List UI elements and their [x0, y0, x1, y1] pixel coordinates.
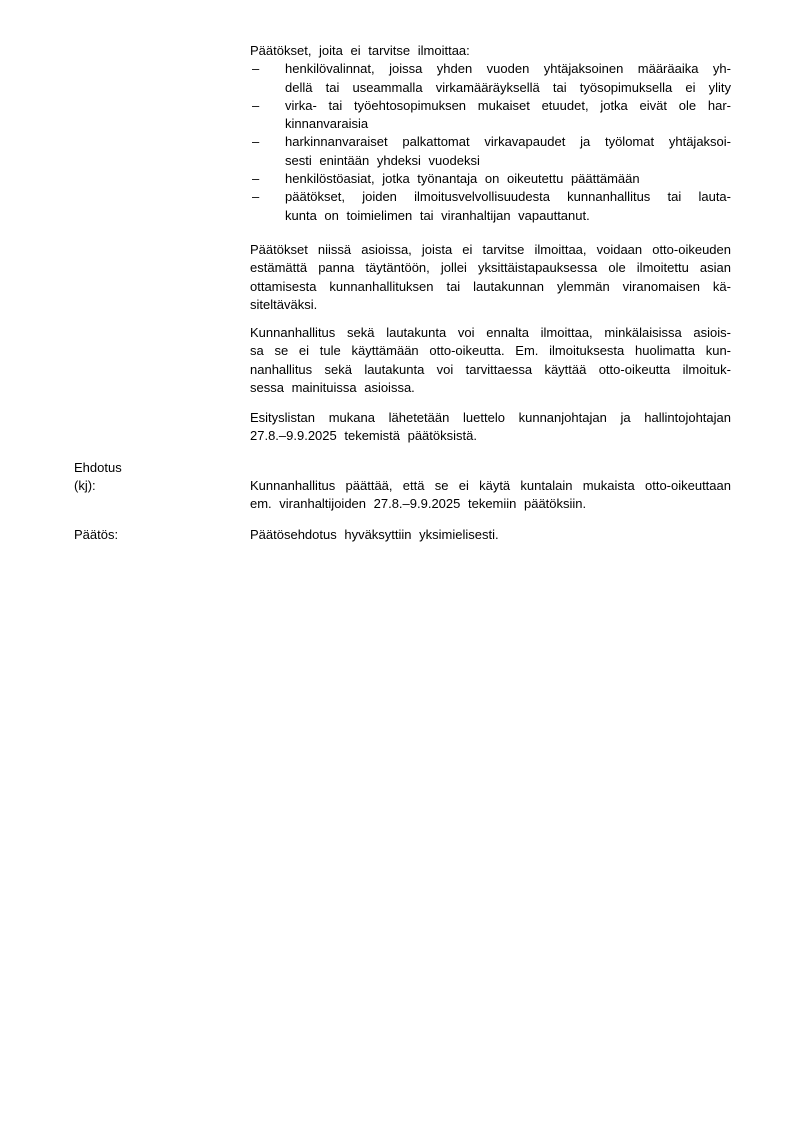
bullet-text — [285, 133, 731, 170]
text-line: Esityslistan mukana lähetetään luettelo kunnanjohtajan ja hallintojohtajan — [250, 410, 731, 425]
text-line: dellä tai useammalla virkamääräyksellä tai työsopimuksella ei ylity — [285, 79, 731, 95]
bullet-item — [250, 97, 731, 134]
text-line: harkinnanvaraiset palkattomat virkavapaudet ja työlomat yhtäjaksoi- — [285, 134, 731, 150]
text-line: Kunnanhallitus sekä lautakunta voi ennalta ilmoittaa, minkälaisissa asiois- — [250, 325, 731, 340]
decision-text-line: Päätösehdotus hyväksyttiin yksimielisesti. — [250, 527, 499, 542]
text-line: 27.8.–9.9.2025 tekemistä päätöksistä. — [250, 428, 477, 444]
bullet-dash-icon: – — [252, 134, 260, 150]
text-line: estämättä panna täytäntöön, jollei yksittäistapauksessa ole ilmoitettu asian — [250, 260, 731, 276]
proposal-label-line2: (kj): — [74, 478, 96, 494]
bullet-dash-icon: – — [252, 61, 260, 77]
text-line: sa se ei tule käyttämään otto-oikeutta. Em. ilmoituksesta huolimatta kun- — [250, 343, 731, 359]
text-line: virka- tai työehtosopimuksen mukaiset etuudet, jotka eivät ole har- — [285, 97, 731, 113]
proposal-label — [74, 459, 239, 496]
text-line: kunta on toimielimen tai viranhaltijan vapauttanut. — [285, 207, 590, 223]
proposal-text — [250, 477, 731, 514]
text-line: henkilöstöasiat, jotka työnantaja on oikeutettu päättämään — [285, 171, 640, 187]
paragraph-ennalta-ilmoittaminen — [250, 324, 731, 397]
bullet-dash-icon: – — [252, 97, 260, 113]
bullet-text — [285, 60, 731, 97]
paragraph-esityslista-luettelo — [250, 409, 731, 446]
decision-label-text: Päätös: — [74, 527, 119, 542]
text-line: päätökset, joiden ilmoitusvelvollisuudesta kunnanhallitus tai lauta- — [285, 189, 731, 205]
text-line: kinnanvaraisia — [285, 116, 369, 132]
bullet-item — [250, 170, 731, 188]
text-line: sessa mainituissa asioissa. — [250, 379, 415, 395]
bullet-text — [285, 188, 731, 225]
bullet-dash-icon: – — [252, 171, 260, 187]
text-line: Päätökset niissä asioissa, joista ei tarvitse ilmoittaa, voidaan otto-oikeuden — [250, 242, 731, 257]
proposal-label-line1: Ehdotus — [74, 460, 122, 475]
bullet-item — [250, 188, 731, 225]
decision-text — [250, 526, 731, 544]
bullet-list — [250, 60, 731, 225]
bullet-item — [250, 133, 731, 170]
text-line: nanhallitus sekä lautakunta voi tarvittaessa käyttää otto-oikeutta ilmoituk- — [250, 361, 731, 377]
text-line: ottamisesta kunnanhallituksen tai lautakunnan ylemmän viranomaisen kä- — [250, 278, 731, 294]
decision-label — [74, 526, 239, 544]
bullet-item — [250, 60, 731, 97]
bullet-text — [285, 170, 731, 188]
intro-section — [250, 42, 731, 225]
bullet-text — [285, 97, 731, 134]
intro-heading: Päätökset, joita ei tarvitse ilmoittaa: — [250, 43, 470, 58]
paragraph-otto-oikeus-taytantoon — [250, 241, 731, 314]
text-line: siteltäväksi. — [250, 296, 318, 312]
text-line: em. viranhaltijoiden 27.8.–9.9.2025 tekemiin päätöksiin. — [250, 496, 587, 512]
bullet-dash-icon: – — [252, 189, 260, 205]
text-line: henkilövalinnat, joissa yhden vuoden yhtäjaksoinen määräaika yh- — [285, 61, 731, 77]
text-line: sesti enintään yhdeksi vuodeksi — [285, 152, 480, 168]
text-line: Kunnanhallitus päättää, että se ei käytä kuntalain mukaista otto-oikeuttaan — [250, 478, 731, 493]
